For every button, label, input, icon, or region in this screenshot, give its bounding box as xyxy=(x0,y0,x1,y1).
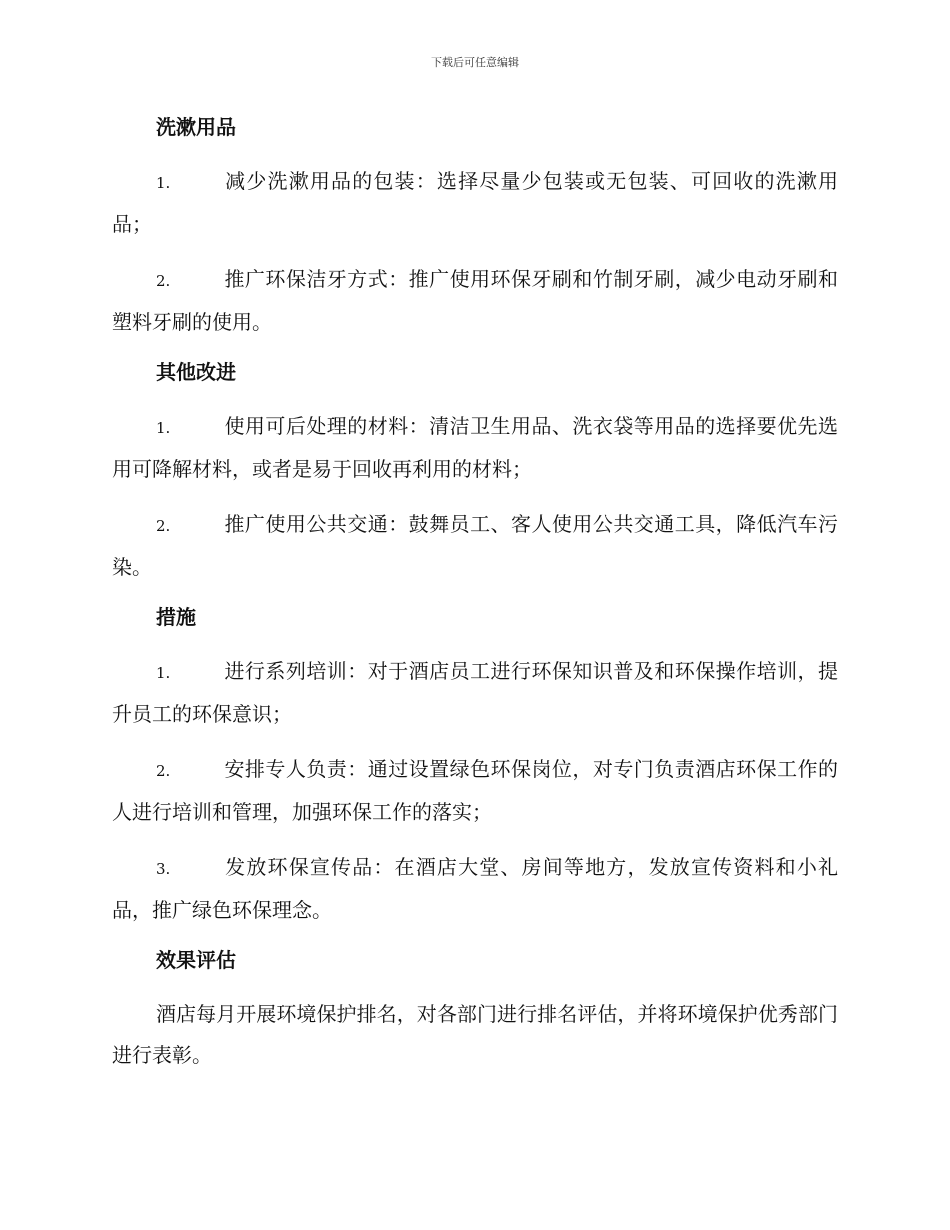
section-heading: 洗漱用品 xyxy=(156,115,236,139)
list-item-number: 2. xyxy=(156,272,171,290)
header-note: 下载后可任意编辑 xyxy=(431,56,519,69)
section-heading: 措施 xyxy=(156,605,196,629)
section-heading: 效果评估 xyxy=(156,948,236,972)
list-item-number: 1. xyxy=(156,664,171,682)
list-item-number: 3. xyxy=(156,860,171,878)
body-paragraph: 酒店每月开展环境保护排名，对各部门进行排名评估，并将环境保护优秀部门进行表彰。 xyxy=(112,1002,838,1067)
list-item-number: 2. xyxy=(156,762,171,780)
list-item-text: 发放环保宣传品：在酒店大堂、房间等地方，发放宣传资料和小礼品，推广绿色环保理念。 xyxy=(112,855,838,922)
list-item xyxy=(112,651,838,735)
list-item-text: 使用可后处理的材料：清洁卫生用品、洗衣袋等用品的选择要优先选用可降解材料，或者是易于回收再利用的材料； xyxy=(112,414,838,481)
list-item xyxy=(112,259,838,343)
list-item-number: 1. xyxy=(156,419,171,437)
list-item-number: 1. xyxy=(156,174,171,192)
list-item-text: 进行系列培训：对于酒店员工进行环保知识普及和环保操作培训，提升员工的环保意识； xyxy=(112,659,838,726)
document-body xyxy=(112,112,838,1076)
list-item xyxy=(112,504,838,588)
list-item-number: 2. xyxy=(156,517,171,535)
list-item-text: 减少洗漱用品的包装：选择尽量少包装或无包装、可回收的洗漱用品； xyxy=(112,169,838,236)
list-item xyxy=(112,161,838,245)
section-heading: 其他改进 xyxy=(156,360,236,384)
list-item xyxy=(112,406,838,490)
list-item-text: 推广使用公共交通：鼓舞员工、客人使用公共交通工具，降低汽车污染。 xyxy=(112,512,838,579)
list-item xyxy=(112,847,838,931)
list-item-text: 推广环保洁牙方式：推广使用环保牙刷和竹制牙刷，减少电动牙刷和塑料牙刷的使用。 xyxy=(112,267,838,334)
list-item xyxy=(112,749,838,833)
list-item-text: 安排专人负责：通过设置绿色环保岗位，对专门负责酒店环保工作的人进行培训和管理，加强环保工作的落实； xyxy=(112,757,838,824)
